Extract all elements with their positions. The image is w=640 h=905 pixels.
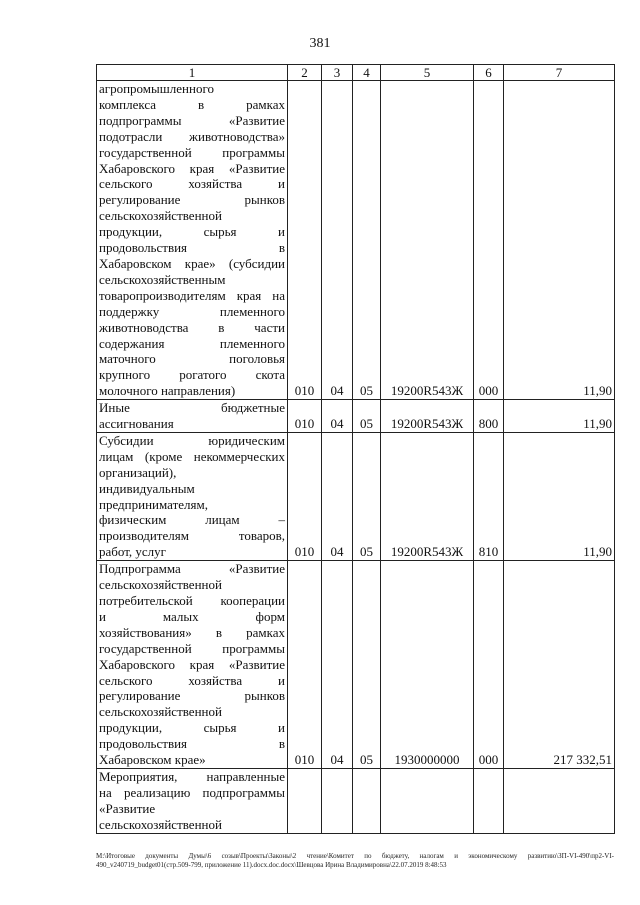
table-row xyxy=(97,561,615,769)
row-name-cell xyxy=(97,81,288,400)
row-name-cell xyxy=(97,768,288,833)
table-row xyxy=(97,400,615,433)
subsection-code-cell xyxy=(322,768,353,833)
subsection-code-cell: 04 xyxy=(322,432,353,560)
row-name-line: Иные бюджетные xyxy=(99,400,285,416)
row-name-line: организаций), xyxy=(99,464,177,480)
section-code-cell: 010 xyxy=(288,81,322,400)
row-name-line: регулирование рынков xyxy=(99,192,285,208)
budget-table xyxy=(96,64,615,834)
table-row xyxy=(97,768,615,833)
subsection-item-cell: 05 xyxy=(353,81,381,400)
subsection-code-cell: 04 xyxy=(322,400,353,433)
row-name-line: индивидуальным xyxy=(99,480,195,496)
subsection-item-cell: 05 xyxy=(353,561,381,769)
amount-cell: 11,90 xyxy=(504,81,615,400)
row-name-line: «Развитие xyxy=(99,800,156,816)
row-name-line: государственной программы xyxy=(99,144,285,160)
target-article-cell: 1930000000 xyxy=(381,561,474,769)
target-article-cell xyxy=(381,768,474,833)
expense-type-cell: 810 xyxy=(474,432,504,560)
row-name-line: Хабаровском крае» (субсидии xyxy=(99,255,285,271)
header-row xyxy=(97,65,615,81)
target-article-cell: 19200R543Ж xyxy=(381,432,474,560)
row-name-line: подотрасли животноводства» xyxy=(99,128,285,144)
subsection-code-cell: 04 xyxy=(322,81,353,400)
row-name-line: физическим лицам – xyxy=(99,512,285,528)
row-name-cell xyxy=(97,400,288,433)
row-name-line: производителям товаров, xyxy=(99,528,285,544)
header-col-5: 5 xyxy=(381,65,474,81)
expense-type-cell: 000 xyxy=(474,81,504,400)
header-col-6: 6 xyxy=(474,65,504,81)
row-name-line: крупного рогатого скота xyxy=(99,367,285,383)
row-name-cell xyxy=(97,561,288,769)
header-col-7: 7 xyxy=(504,65,615,81)
header-col-1: 1 xyxy=(97,65,288,81)
row-name-line: потребительской кооперации xyxy=(99,593,285,608)
row-name-line: сельского хозяйства и xyxy=(99,672,285,688)
table-row xyxy=(97,432,615,560)
target-article-cell: 19200R543Ж xyxy=(381,400,474,433)
row-name-line: комплекса в рамках xyxy=(99,96,285,112)
row-name-line: на реализацию подпрограммы xyxy=(99,784,285,800)
row-name-line: предпринимателям, xyxy=(99,496,208,512)
row-name-line: поддержку племенного xyxy=(99,303,285,319)
row-name-line: агропромышленного xyxy=(99,81,214,96)
row-name-line: работ, услуг xyxy=(99,544,167,560)
target-article-cell: 19200R543Ж xyxy=(381,81,474,400)
page-number: 381 xyxy=(309,36,331,51)
row-name-line: сельскохозяйственным xyxy=(99,271,226,287)
row-name-line: сельскохозяйственной xyxy=(99,577,222,593)
row-name-line: содержания племенного xyxy=(99,335,285,351)
amount-cell: 217 332,51 xyxy=(504,561,615,769)
row-name-line: продовольствия в xyxy=(99,240,285,256)
row-name-line: сельскохозяйственной xyxy=(99,704,222,720)
row-name-cell xyxy=(97,432,288,560)
header-col-2: 2 xyxy=(288,65,322,81)
row-name-line: сельскохозяйственной xyxy=(99,816,222,832)
row-name-line: продовольствия в xyxy=(99,736,285,752)
section-code-cell xyxy=(288,768,322,833)
table-row xyxy=(97,81,615,400)
amount-cell xyxy=(504,768,615,833)
row-name-line: и малых форм xyxy=(99,608,285,624)
row-name-line: регулирование рынков xyxy=(99,688,285,704)
amount-cell: 11,90 xyxy=(504,432,615,560)
row-name-line: товаропроизводителям края на xyxy=(99,287,285,303)
row-name-line: продукции, сырья и xyxy=(99,720,285,736)
expense-type-cell xyxy=(474,768,504,833)
header-col-3: 3 xyxy=(322,65,353,81)
row-name-line: Субсидии юридическим xyxy=(99,432,285,448)
header-col-4: 4 xyxy=(353,65,381,81)
amount-cell: 11,90 xyxy=(504,400,615,433)
row-name-line: сельского хозяйства и xyxy=(99,176,285,192)
row-name-line: Хабаровском крае» xyxy=(99,752,206,768)
subsection-item-cell: 05 xyxy=(353,432,381,560)
row-name-line: государственной программы xyxy=(99,640,285,656)
row-name-line: продукции, сырья и xyxy=(99,224,285,240)
row-name-line: Хабаровского края «Развитие xyxy=(99,160,285,176)
row-name-line: животноводства в части xyxy=(99,319,285,335)
row-name-line: Хабаровского края «Развитие xyxy=(99,656,285,672)
row-name-line: Подпрограмма «Развитие xyxy=(99,561,285,577)
section-code-cell: 010 xyxy=(288,561,322,769)
row-name-line: хозяйствования» в рамках xyxy=(99,624,285,640)
section-code-cell: 010 xyxy=(288,400,322,433)
section-code-cell: 010 xyxy=(288,432,322,560)
subsection-item-cell: 05 xyxy=(353,400,381,433)
row-name-line: лицам (кроме некоммерческих xyxy=(99,448,285,464)
subsection-item-cell xyxy=(353,768,381,833)
row-name-line: сельскохозяйственной xyxy=(99,208,222,224)
footer-file-path: M:\Итоговые документы Думы\6 созыв\Проекты\Законы\2 чтение\Комитет по бюджету, налогам и экономическому развитию\ЗП-VI-490\пр2-VI-490_v240719_budget01(стр.509-799, приложение 11).docx.doc.docx\Шевцова Ирина Владимировна\22.07.2019 8:48:53 xyxy=(96,852,614,869)
row-name-line: Мероприятия, направленные xyxy=(99,768,285,784)
subsection-code-cell: 04 xyxy=(322,561,353,769)
row-name-line: ассигнования xyxy=(99,416,174,432)
row-name-line: маточного поголовья xyxy=(99,351,285,367)
row-name-line: подпрограммы «Развитие xyxy=(99,112,285,128)
expense-type-cell: 000 xyxy=(474,561,504,769)
expense-type-cell: 800 xyxy=(474,400,504,433)
row-name-line: молочного направления) xyxy=(99,383,236,399)
